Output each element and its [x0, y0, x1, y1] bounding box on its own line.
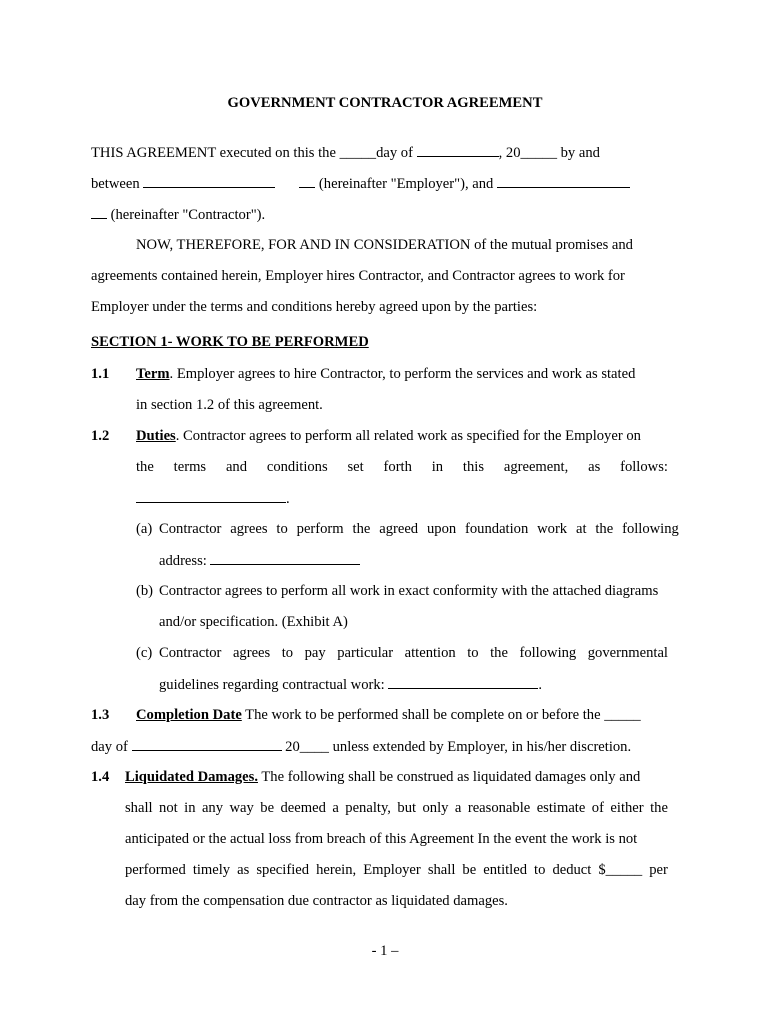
item-text: address:: [159, 553, 211, 569]
period: .: [286, 491, 290, 507]
clause-1-1-line-1: [136, 365, 635, 383]
intro-text: THIS AGREEMENT executed on this the _____day of: [91, 145, 417, 161]
clause-text: The following shall be construed as liquidated damages only and: [257, 769, 641, 785]
word: to: [467, 645, 479, 661]
guidelines-blank[interactable]: [388, 675, 538, 689]
word: the: [136, 459, 154, 475]
word: following: [622, 521, 679, 537]
word: timely: [192, 862, 231, 878]
clause-number: 1.2: [91, 428, 110, 444]
word: follows:: [620, 459, 668, 475]
intro-line-2: [91, 174, 630, 193]
item-label: (c): [136, 645, 153, 661]
intro-text: , 20_____ by and: [498, 145, 600, 161]
consideration-line-2: agreements contained herein, Employer hires Contractor, and Contractor agrees to work for: [91, 268, 625, 284]
word: the: [352, 521, 371, 537]
word: foundation: [465, 521, 529, 537]
clause-text: The work to be performed shall be complete on or before the _____: [241, 707, 641, 723]
intro-text: (hereinafter "Contractor").: [107, 207, 266, 223]
clause-1-4-line-4: [125, 861, 668, 879]
word: any: [201, 800, 224, 816]
word: upon: [426, 521, 457, 537]
word: to: [281, 645, 294, 661]
word: specified: [256, 862, 310, 878]
word: the: [595, 521, 614, 537]
intro-line-1: [91, 143, 600, 162]
word: performed: [125, 862, 186, 878]
document-title: GOVERNMENT CONTRACTOR AGREEMENT: [227, 95, 543, 111]
clause-1-4-line-2: [125, 799, 668, 817]
employer-name-blank-extra[interactable]: [299, 174, 315, 188]
item-b-line-2: and/or specification. (Exhibit A): [159, 614, 348, 630]
word: agrees: [232, 645, 271, 661]
word: be: [462, 862, 477, 878]
word: this: [462, 459, 485, 475]
word: particular: [337, 645, 394, 661]
clause-text: . Contractor agrees to perform all related work as specified for the Employer on: [175, 428, 641, 444]
clause-term: Term: [136, 366, 170, 382]
word: way: [229, 800, 254, 816]
clause-term: Duties: [136, 428, 176, 444]
clause-term: Completion Date: [136, 707, 242, 723]
word: conditions: [266, 459, 328, 475]
word: governmental: [587, 645, 668, 661]
word: only: [422, 800, 449, 816]
word: Contractor: [159, 521, 222, 537]
word: per: [649, 862, 668, 878]
word: perform: [296, 521, 344, 537]
clause-1-4-line-1: [125, 768, 640, 786]
item-c-line-1: [159, 644, 668, 662]
word: forth: [383, 459, 412, 475]
word: in: [184, 800, 196, 816]
word: entitled: [483, 862, 528, 878]
word: agrees: [230, 521, 268, 537]
item-a-line-1: [159, 520, 679, 538]
clause-1-2-line-2: [136, 458, 668, 476]
clause-number: 1.4: [91, 769, 110, 785]
word: following: [519, 645, 577, 661]
clause-number: 1.3: [91, 707, 110, 723]
word: reasonable: [467, 800, 531, 816]
word: agreement,: [503, 459, 569, 475]
word: penalty,: [345, 800, 391, 816]
word: $_____: [598, 862, 643, 878]
clause-1-2-line-1: [136, 427, 641, 445]
item-label: (a): [136, 521, 153, 537]
item-a-line-2: [159, 551, 360, 570]
word: of: [591, 800, 604, 816]
clause-1-4-line-3: anticipated or the actual loss from breach of this Agreement In the event the work is not: [125, 831, 638, 847]
word: be: [260, 800, 275, 816]
word: herein,: [316, 862, 357, 878]
intro-line-3: [91, 205, 265, 224]
word: not: [159, 800, 178, 816]
clause-text: day of: [91, 739, 132, 755]
word: estimate: [536, 800, 586, 816]
word: to: [534, 862, 546, 878]
clause-1-3-line-2: [91, 737, 631, 756]
month-blank[interactable]: [417, 143, 499, 157]
consideration-line-3: Employer under the terms and conditions hereby agreed upon by the parties:: [91, 299, 538, 315]
clause-term: Liquidated Damages.: [125, 769, 258, 785]
word: Contractor: [159, 645, 222, 661]
word: at: [575, 521, 587, 537]
word: the: [490, 645, 508, 661]
word: the: [650, 800, 668, 816]
word: shall: [125, 800, 153, 816]
clause-number: 1.1: [91, 366, 110, 382]
word: as: [588, 459, 601, 475]
period: .: [538, 677, 543, 693]
word: set: [347, 459, 364, 475]
word: deemed: [280, 800, 326, 816]
duties-blank[interactable]: [136, 489, 286, 503]
completion-date-blank[interactable]: [132, 737, 282, 751]
word: in: [431, 459, 444, 475]
page-number: - 1 –: [371, 943, 399, 959]
employer-name-blank[interactable]: [143, 174, 275, 188]
word: a: [332, 800, 339, 816]
word: attention: [404, 645, 456, 661]
item-c-line-2: [159, 675, 542, 694]
word: work: [537, 521, 568, 537]
word: terms: [173, 459, 207, 475]
intro-text: (hereinafter "Employer"), and: [315, 176, 497, 192]
word: agreed: [379, 521, 419, 537]
contractor-name-blank[interactable]: [497, 174, 630, 188]
address-blank[interactable]: [210, 551, 360, 565]
word: shall: [427, 862, 456, 878]
clause-text: . Employer agrees to hire Contractor, to perform the services and work as stated: [169, 366, 636, 382]
clause-1-4-line-5: day from the compensation due contractor as liquidated damages.: [125, 893, 508, 909]
word: but: [397, 800, 417, 816]
word: Employer: [363, 862, 421, 878]
consideration-line-1: NOW, THEREFORE, FOR AND IN CONSIDERATION of the mutual promises and: [136, 237, 633, 253]
word: pay: [304, 645, 326, 661]
section-1-heading: SECTION 1- WORK TO BE PERFORMED: [91, 334, 369, 350]
item-label: (b): [136, 583, 154, 599]
clause-text: 20____ unless extended by Employer, in his/her discretion.: [281, 739, 632, 755]
clause-1-3-line-1: [136, 706, 641, 724]
clause-1-1-line-2: in section 1.2 of this agreement.: [136, 397, 323, 413]
word: either: [610, 800, 644, 816]
word: to: [276, 521, 288, 537]
item-b-line-1: Contractor agrees to perform all work in exact conformity with the attached diagrams: [159, 583, 659, 599]
item-text: guidelines regarding contractual work:: [159, 677, 389, 693]
intro-text: between: [91, 176, 144, 192]
word: and: [225, 459, 248, 475]
word: deduct: [552, 862, 592, 878]
word: as: [237, 862, 250, 878]
word: a: [454, 800, 462, 816]
clause-1-2-line-3: [136, 489, 290, 508]
contractor-name-blank-extra[interactable]: [91, 205, 107, 219]
